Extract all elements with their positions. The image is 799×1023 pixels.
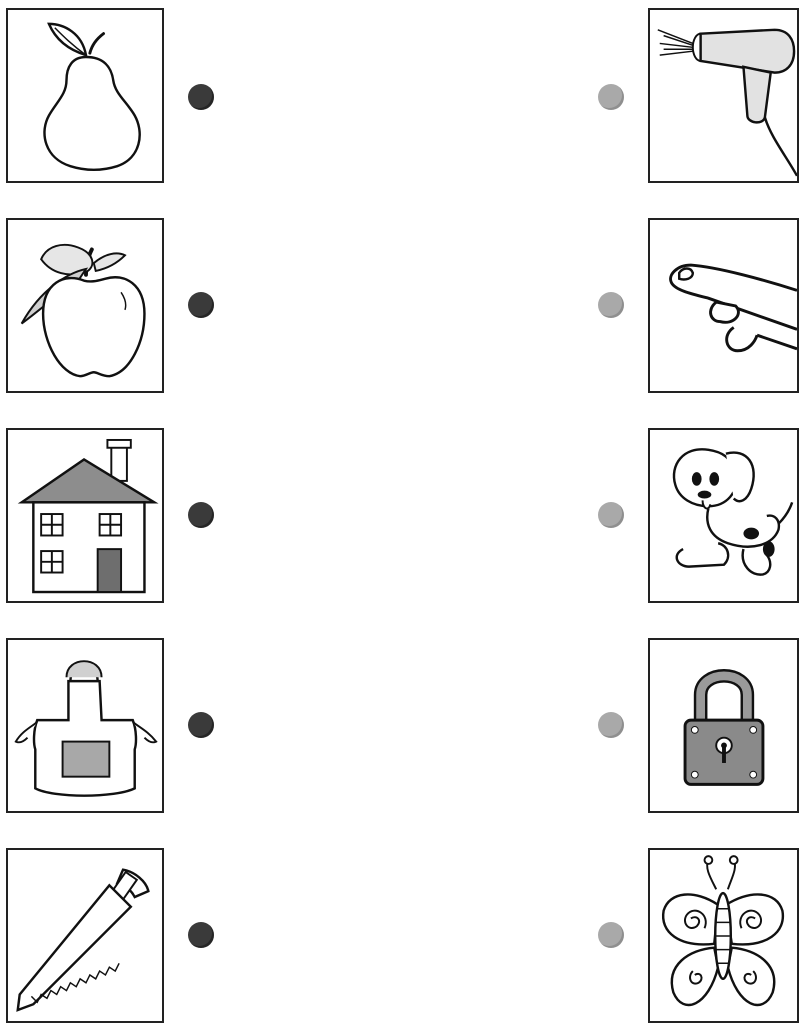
right-match-dot-4[interactable] (598, 712, 624, 738)
finger-card (648, 218, 799, 393)
padlock-card (648, 638, 799, 813)
apron-icon (8, 640, 162, 811)
right-match-dot-2[interactable] (598, 292, 624, 318)
padlock-icon (650, 640, 797, 811)
butterfly-card (648, 848, 799, 1023)
right-match-dot-3[interactable] (598, 502, 624, 528)
house-icon (8, 430, 162, 601)
left-match-dot-5[interactable] (188, 922, 214, 948)
pear-card (6, 8, 164, 183)
pear-icon (8, 10, 162, 181)
saw-icon (8, 850, 162, 1021)
puppy-icon (650, 430, 797, 601)
apron-card (6, 638, 164, 813)
saw-card (6, 848, 164, 1023)
house-card (6, 428, 164, 603)
right-match-dot-1[interactable] (598, 84, 624, 110)
butterfly-icon (650, 850, 797, 1021)
finger-icon (650, 220, 797, 391)
left-match-dot-3[interactable] (188, 502, 214, 528)
left-match-dot-4[interactable] (188, 712, 214, 738)
puppy-card (648, 428, 799, 603)
apple-icon (8, 220, 162, 391)
right-match-dot-5[interactable] (598, 922, 624, 948)
left-match-dot-1[interactable] (188, 84, 214, 110)
apple-card (6, 218, 164, 393)
hair-dryer-card (648, 8, 799, 183)
left-match-dot-2[interactable] (188, 292, 214, 318)
hair-dryer-icon (650, 10, 797, 181)
